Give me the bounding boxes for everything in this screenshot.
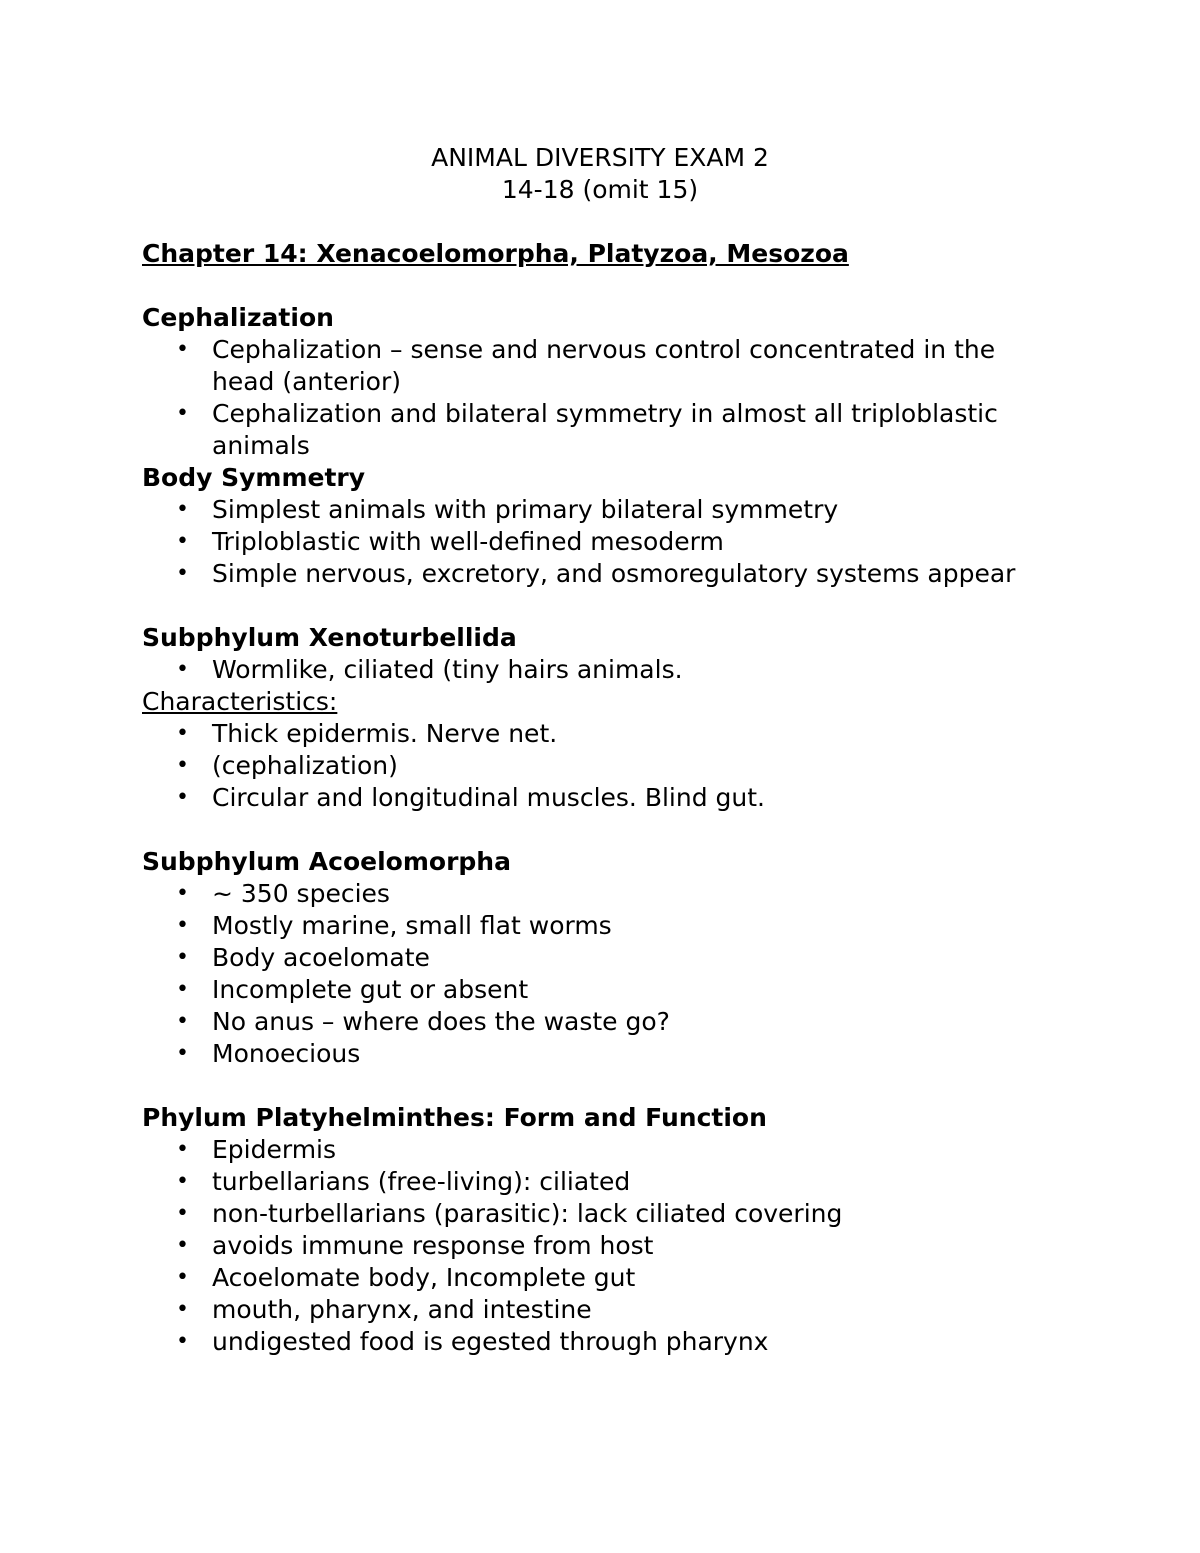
list-item: • Incomplete gut or absent (176, 975, 529, 1004)
bullet-icon: • (176, 977, 189, 1002)
list-item: • Cephalization and bilateral symmetry in almost all triploblastic animals (176, 399, 998, 460)
chapter-title: Chapter 14: Xenacoelomorpha, Platyzoa, Mesozoa (142, 239, 849, 268)
list-item: • Triploblastic with well-defined mesoderm (176, 527, 724, 556)
list-item: • avoids immune response from host (176, 1231, 654, 1260)
spacer (142, 206, 1042, 238)
list-item: • Wormlike, ciliated (tiny hairs animals. (176, 655, 683, 684)
list-item: • undigested food is egested through pharynx (176, 1327, 769, 1356)
characteristics-subheading: Characteristics: (142, 687, 338, 716)
bullet-icon: • (176, 1009, 189, 1034)
bullet-icon: • (176, 337, 189, 362)
list-item: • Thick epidermis. Nerve net. (176, 719, 558, 748)
bullet-list-acoelomorpha (142, 878, 1042, 1070)
list-item: • ~ 350 species (176, 879, 390, 908)
bullet-icon: • (176, 945, 189, 970)
list-item: • Cephalization – sense and nervous control concentrated in the head (anterior) (176, 335, 996, 396)
bullet-icon: • (176, 1265, 189, 1290)
section-heading-acoelomorpha: Subphylum Acoelomorpha (142, 847, 511, 876)
list-item: • Simple nervous, excretory, and osmoregulatory systems appear (176, 559, 1016, 588)
bullet-icon: • (176, 657, 189, 682)
section-heading-xenoturbellida: Subphylum Xenoturbellida (142, 623, 517, 652)
document-subtitle: 14-18 (omit 15) (501, 175, 699, 204)
bullet-list-xenoturbellida (142, 654, 1042, 686)
bullet-icon: • (176, 1137, 189, 1162)
bullet-icon: • (176, 721, 189, 746)
list-item: • Body acoelomate (176, 943, 430, 972)
bullet-icon: • (176, 497, 189, 522)
spacer (142, 270, 1042, 302)
list-item: • No anus – where does the waste go? (176, 1007, 670, 1036)
bullet-icon: • (176, 785, 189, 810)
bullet-icon: • (176, 881, 189, 906)
spacer (142, 814, 1042, 846)
bullet-icon: • (176, 1041, 189, 1066)
bullet-list-platyhelminthes (142, 1134, 1042, 1358)
bullet-icon: • (176, 561, 189, 586)
list-item: • Monoecious (176, 1039, 361, 1068)
list-item: • (cephalization) (176, 751, 398, 780)
spacer (142, 1070, 1042, 1102)
bullet-icon: • (176, 753, 189, 778)
spacer (142, 590, 1042, 622)
section-heading-body-symmetry: Body Symmetry (142, 463, 366, 492)
bullet-icon: • (176, 529, 189, 554)
document-body (142, 142, 1042, 1358)
list-item: • Acoelomate body, Incomplete gut (176, 1263, 636, 1292)
document-title: ANIMAL DIVERSITY EXAM 2 (431, 143, 769, 172)
bullet-icon: • (176, 913, 189, 938)
bullet-list-characteristics (142, 718, 1042, 814)
list-item: • Mostly marine, small flat worms (176, 911, 612, 940)
list-item: • turbellarians (free-living): ciliated (176, 1167, 631, 1196)
section-heading-platyhelminthes: Phylum Platyhelminthes: Form and Function (142, 1103, 767, 1132)
bullet-list-cephalization (142, 334, 1042, 462)
list-item: • Simplest animals with primary bilateral symmetry (176, 495, 839, 524)
list-item: • mouth, pharynx, and intestine (176, 1295, 592, 1324)
bullet-icon: • (176, 401, 189, 426)
bullet-icon: • (176, 1169, 189, 1194)
bullet-list-body-symmetry (142, 494, 1042, 590)
list-item: • Circular and longitudinal muscles. Blind gut. (176, 783, 765, 812)
bullet-icon: • (176, 1329, 189, 1354)
list-item: • Epidermis (176, 1135, 337, 1164)
section-heading-cephalization: Cephalization (142, 303, 334, 332)
list-item: • non-turbellarians (parasitic): lack ciliated covering (176, 1199, 843, 1228)
bullet-icon: • (176, 1201, 189, 1226)
bullet-icon: • (176, 1233, 189, 1258)
bullet-icon: • (176, 1297, 189, 1322)
